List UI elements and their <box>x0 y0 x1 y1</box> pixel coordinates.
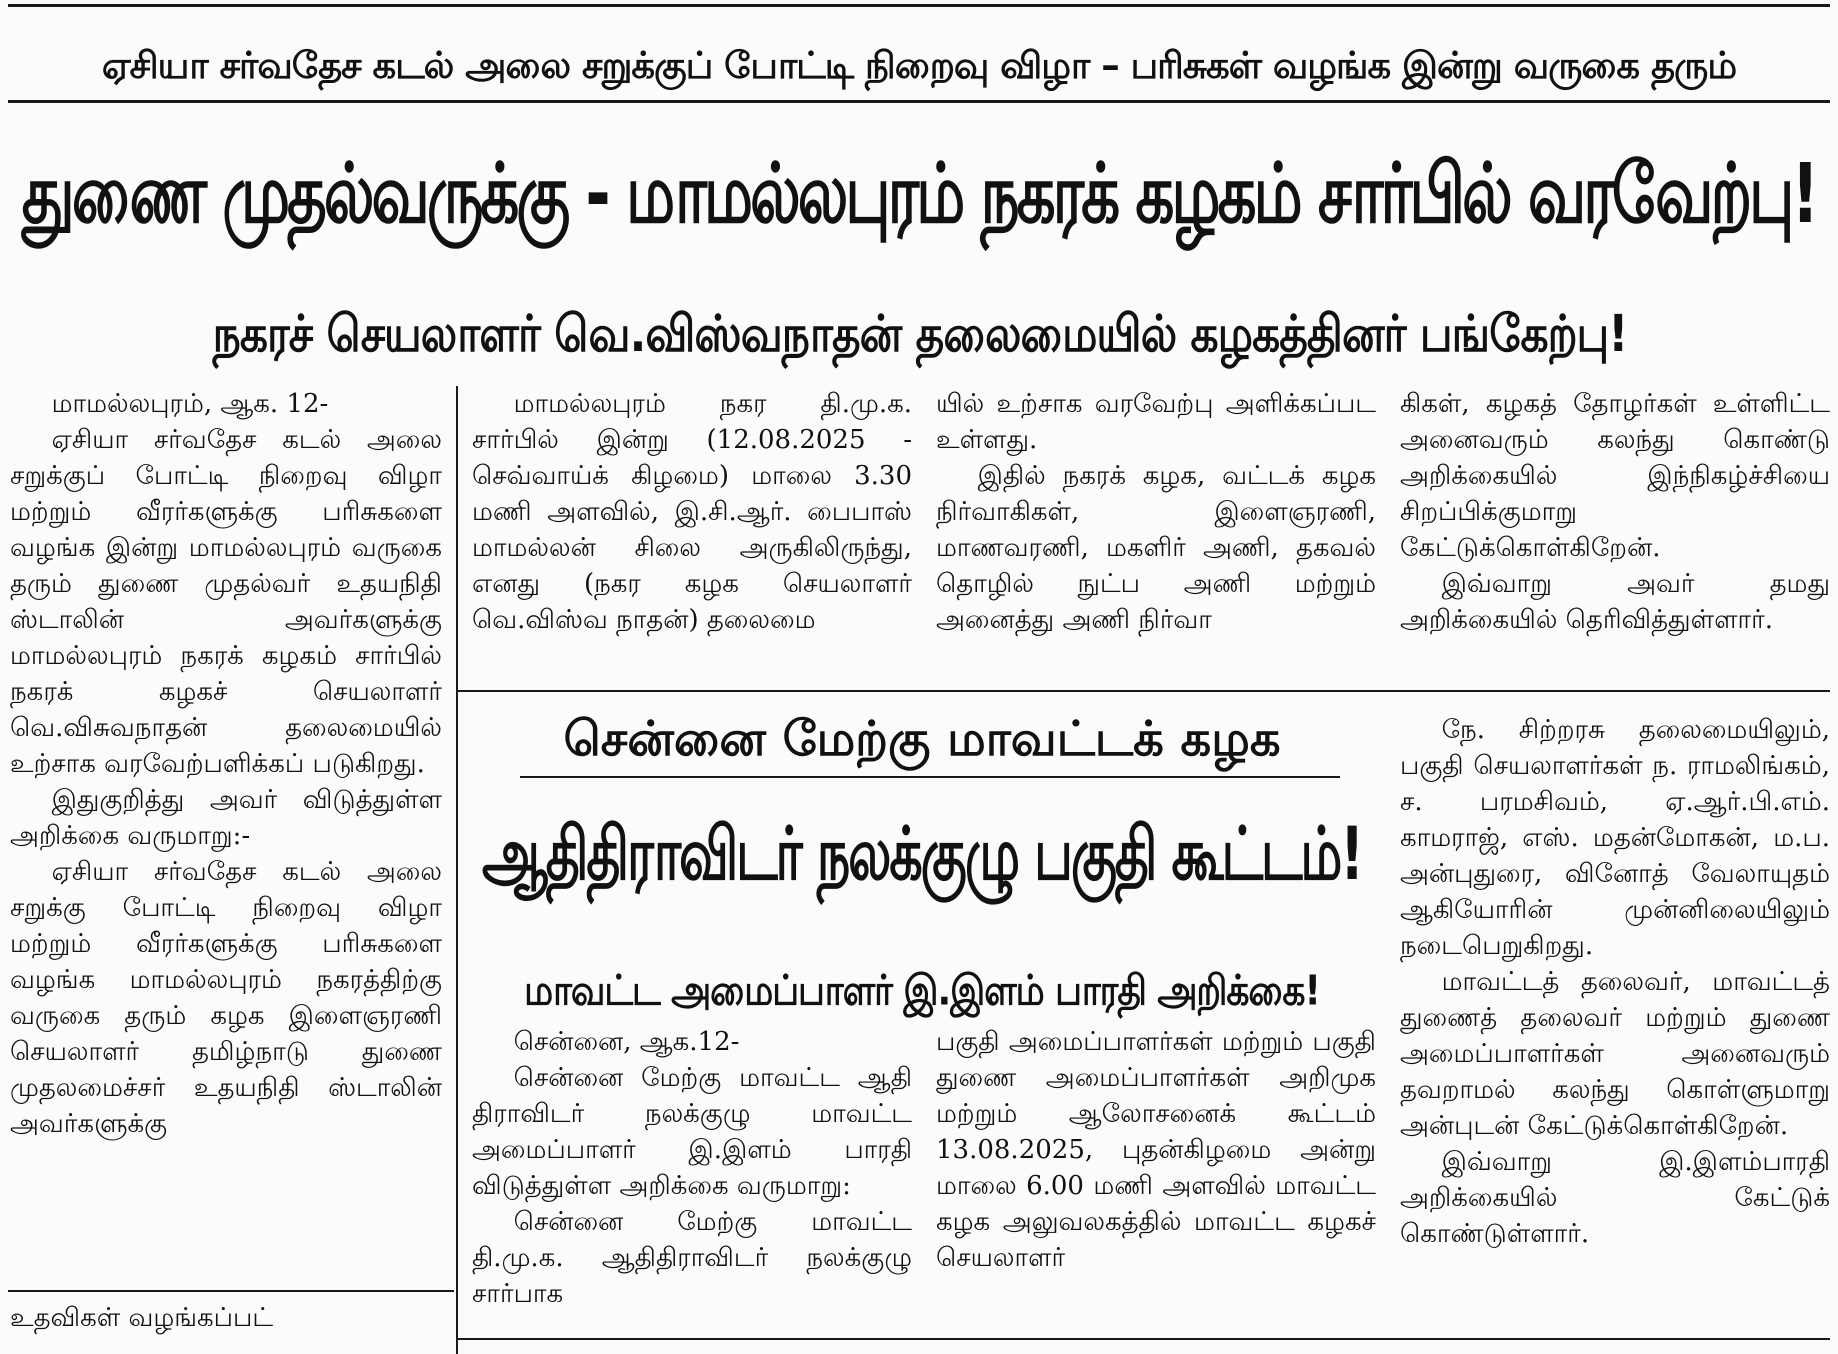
paragraph: சென்னை மேற்கு மாவட்ட தி.மு.க. ஆதிதிராவிடர் நலக்குழு சார்பாக <box>472 1207 912 1309</box>
story1-column-1 <box>10 386 442 1284</box>
paragraph: ஏசியா சர்வதேச கடல் அலை சறுக்கு போட்டி நிறைவு விழா மற்றும் வீரர்களுக்கு பரிசுகளை வழங்க மாமல்லபுரம் நகரத்திற்கு வருகை தரும் கழக இளைஞரணி செயலாளர் தமிழ்நாடு துணை முதலமைச்சர் உதயநிதி ஸ்டாலின் அவர்களுக்கு <box>10 857 442 1139</box>
paragraph: இவ்வாறு இ.இளம்பாரதி அறிக்கையில் கேட்டுக் கொண்டுள்ளார். <box>1400 1147 1830 1249</box>
story1-column-4 <box>1400 386 1830 686</box>
paragraph: பகுதி அமைப்பாளர்கள் மற்றும் பகுதி துணை அமைப்பாளர்கள் அறிமுக மற்றும் ஆலோசனைக் கூட்டம் 13.08.2025, புதன்கிழமை அன்று மாலை 6.00 மணி அளவில் மாவட்ட கழக அலுவலகத்தில் மாவட்ட கழகச் செயலாளர் <box>936 1027 1376 1273</box>
top-rule <box>8 4 1830 7</box>
story2-column-1 <box>472 1024 912 1334</box>
paragraph: நே. சிற்றரசு தலைமையிலும், பகுதி செயலாளர்கள் ந. ராமலிங்கம், ச. பரமசிவம், ஏ.ஆர்.பி.எம். காமராஜ், எஸ். மதன்மோகன், ம.ப. அன்புதுரை, வினோத் வேலாயுதம் ஆகியோரின் முன்னிலையிலும் நடைபெறுகிறது. <box>1400 715 1830 961</box>
story1-column-2 <box>472 386 912 686</box>
story2-top-rule <box>456 690 1830 692</box>
story1-continuation <box>10 1300 442 1348</box>
story1-column-3 <box>936 386 1376 686</box>
story1-subhead: நகரச் செயலாளர் வெ.விஸ்வநாதன் தலைமையில் கழகத்தினர் பங்கேற்பு! <box>212 305 1628 364</box>
paragraph: யில் உற்சாக வரவேற்பு அளிக்கப்பட உள்ளது. <box>936 389 1376 455</box>
paragraph: இவ்வாறு அவர் தமது அறிக்கையில் தெரிவித்துள்ளார். <box>1400 569 1830 635</box>
story2-subhead: மாவட்ட அமைப்பாளர் இ.இளம் பாரதி அறிக்கை! <box>524 967 1320 1015</box>
story2-headline: ஆதிதிராவிடர் நலக்குழு பகுதி கூட்டம்! <box>482 813 1362 897</box>
paragraph: மாவட்டத் தலைவர், மாவட்டத் துணைத் தலைவர் மற்றும் துணை அமைப்பாளர்கள் அனைவரும் தவறாமல் கலந்து கொள்ளுமாறு அன்புடன் கேட்டுக்கொள்கிறேன். <box>1400 967 1830 1141</box>
paragraph: மாமல்லபுரம் நகர தி.மு.க. சார்பில் இன்று (12.08.2025 - செவ்வாய்க் கிழமை) மாலை 3.30 மணி அளவில், இ.சி.ஆர். பைபாஸ் மாமல்லன் சிலை அருகிலிருந்து, எனது (நகர கழக செயலாளர் வெ.விஸ்வ நாதன்) தலைமை <box>472 389 912 635</box>
column-1-bottom-rule <box>8 1290 454 1292</box>
kicker-underline <box>8 100 1830 103</box>
story2-kicker: சென்னை மேற்கு மாவட்டக் கழக <box>563 711 1281 767</box>
paragraph: ஏசியா சர்வதேச கடல் அலை சறுக்குப் போட்டி நிறைவு விழா மற்றும் வீரர்களுக்கு பரிசுகளை வழங்க இன்று மாமல்லபுரம் வருகை தரும் துணை முதல்வர் உதயநிதி ஸ்டாலின் அவர்களுக்கு மாமல்லபுரம் நகரக் கழகம் சார்பில் நகரக் கழகச் செயலாளர் வெ.விசுவநாதன் தலைமையில் உற்சாக வரவேற்பளிக்கப் படுகிறது. <box>10 425 442 779</box>
story2-bottom-rule <box>456 1338 1830 1340</box>
paragraph: கிகள், கழகத் தோழர்கள் உள்ளிட்ட அனைவரும் கலந்து கொண்டு அறிக்கையில் இந்நிகழ்ச்சியை சிறப்பிக்குமாறு கேட்டுக்கொள்கிறேன். <box>1400 389 1830 563</box>
story1-headline: துணை முதல்வருக்கு - மாமல்லபுரம் நகரக் கழகம் சார்பில் வரவேற்பு! <box>21 146 1817 243</box>
continuation-text: உதவிகள் வழங்கப்பட் <box>10 1303 274 1333</box>
story2-column-2 <box>936 1024 1376 1334</box>
dateline: மாமல்லபுரம், ஆக. 12- <box>51 389 329 419</box>
dateline: சென்னை, ஆக.12- <box>513 1027 740 1057</box>
paragraph: இதுகுறித்து அவர் விடுத்துள்ள அறிக்கை வருமாறு:- <box>10 785 442 851</box>
column-divider <box>456 386 458 1354</box>
story2-column-3 <box>1400 712 1830 1332</box>
paragraph: சென்னை மேற்கு மாவட்ட ஆதி திராவிடர் நலக்குழு மாவட்ட அமைப்பாளர் இ.இளம் பாரதி விடுத்துள்ள அறிக்கை வருமாறு: <box>472 1063 912 1201</box>
paragraph: இதில் நகரக் கழக, வட்டக் கழக நிர்வாகிகள், இளைஞரணி, மாணவரணி, மகளிர் அணி, தகவல் தொழில் நுட்ப அணி மற்றும் அனைத்து அணி நிர்வா <box>936 461 1376 635</box>
story1-kicker: ஏசியா சர்வதேச கடல் அலை சறுக்குப் போட்டி நிறைவு விழா – பரிசுகள் வழங்க இன்று வருகை தரும் <box>101 44 1737 87</box>
